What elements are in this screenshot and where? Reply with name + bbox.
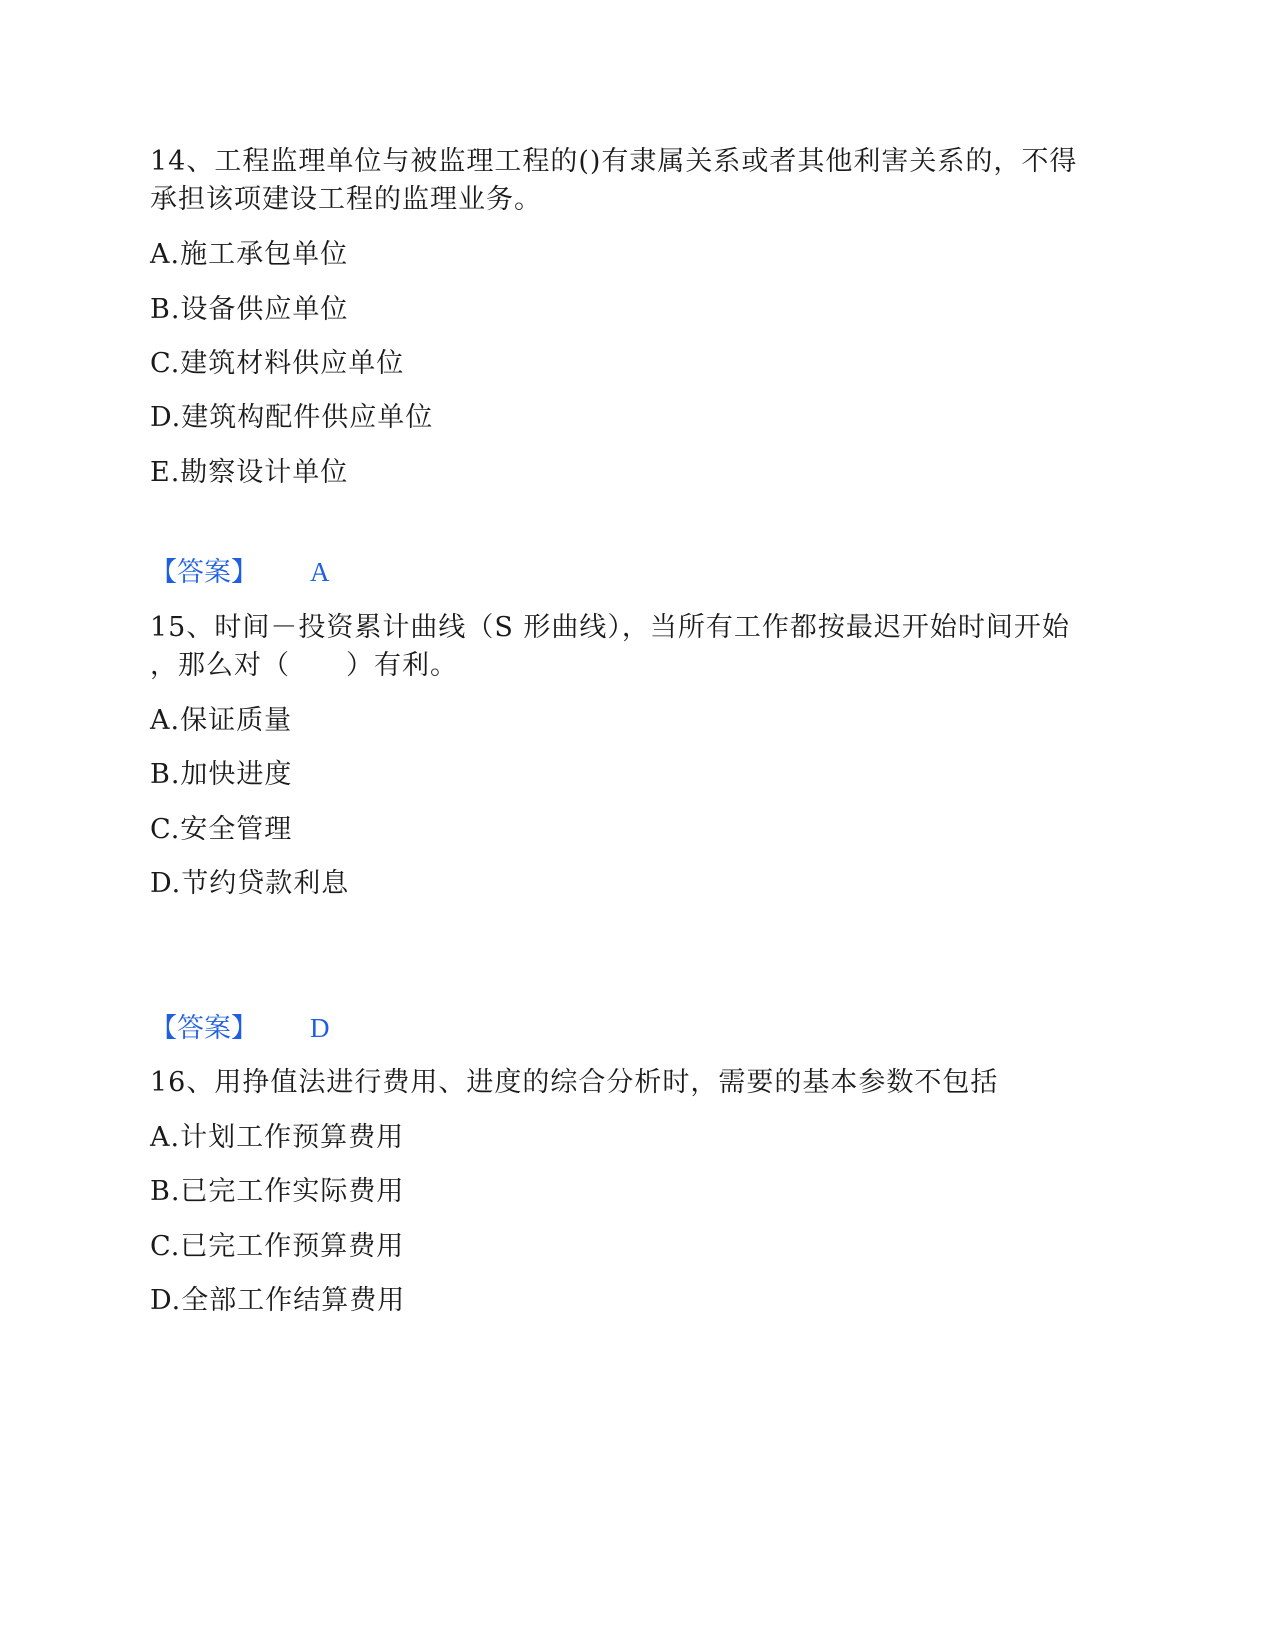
q16-option-a: A.计划工作预算费用 bbox=[150, 1122, 405, 1153]
q16-option-c: C.已完工作预算费用 bbox=[150, 1231, 405, 1262]
q14-answer bbox=[150, 552, 330, 593]
q15-answer-label: 【答案】 bbox=[150, 1013, 258, 1044]
q15-option-c: C.安全管理 bbox=[150, 814, 293, 845]
q14-answer-label: 【答案】 bbox=[150, 557, 258, 588]
q15-answer-value: D bbox=[310, 1013, 330, 1043]
q16-stem-line1: 16、用挣值法进行费用、进度的综合分析时，需要的基本参数不包括 bbox=[150, 1067, 999, 1098]
q14-option-e: E.勘察设计单位 bbox=[150, 457, 349, 488]
q15-stem-line2: ，那么对（ ）有利。 bbox=[150, 650, 458, 681]
q15-option-b: B.加快进度 bbox=[150, 759, 293, 790]
q14-stem-line2: 承担该项建设工程的监理业务。 bbox=[150, 184, 542, 215]
q14-stem-line1: 14、工程监理单位与被监理工程的()有隶属关系或者其他利害关系的，不得 bbox=[150, 146, 1078, 177]
q15-option-a: A.保证质量 bbox=[150, 705, 293, 736]
q14-option-d: D.建筑构配件供应单位 bbox=[150, 402, 434, 433]
q16-option-d: D.全部工作结算费用 bbox=[150, 1285, 406, 1316]
q14-option-a: A.施工承包单位 bbox=[150, 239, 349, 270]
q14-option-c: C.建筑材料供应单位 bbox=[150, 348, 405, 379]
q15-answer bbox=[150, 1008, 330, 1049]
q14-answer-value: A bbox=[310, 557, 330, 587]
q14-option-b: B.设备供应单位 bbox=[150, 294, 349, 325]
q15-option-d: D.节约贷款利息 bbox=[150, 868, 350, 899]
q15-stem-line1: 15、时间－投资累计曲线（S 形曲线），当所有工作都按最迟开始时间开始 bbox=[150, 612, 1070, 643]
q16-option-b: B.已完工作实际费用 bbox=[150, 1176, 405, 1207]
